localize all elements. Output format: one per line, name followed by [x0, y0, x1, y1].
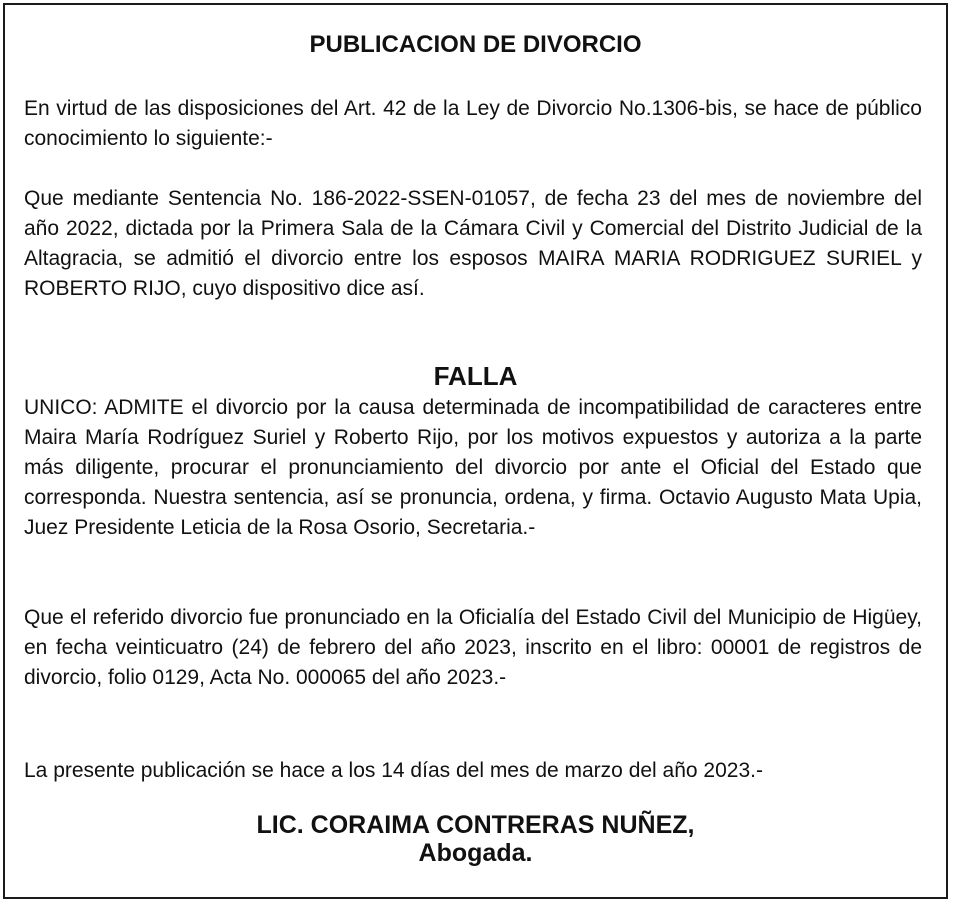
- signature-role: Abogada.: [418, 839, 533, 867]
- publication-paragraph: La presente publicación se hace a los 14 días del mes de marzo del año 2023.-: [24, 759, 763, 782]
- falla-paragraph: UNICO: ADMITE el divorcio por la causa determinada de incompatibilidad de caracteres entre Maira María Rodríguez Suriel y Roberto Rijo, por los motivos expuestos y autoriza a la parte más diligente, procurar el pronunciamiento del divorcio por ante el Oficial del Estado que corresponda. Nuestra sentencia, así se pronuncia, ordena, y firma. Octavio Augusto Mata Upia, Juez Presidente Leticia de la Rosa Osorio, Secretaria.-: [24, 396, 922, 539]
- registration-paragraph: Que el referido divorcio fue pronunciado en la Oficialía del Estado Civil del Municipio de Higüey, en fecha veinticuatro (24) de febrero del año 2023, inscrito en el libro: 00001 de registros de divorcio, folio 0129, Acta No. 000065 del año 2023.-: [24, 606, 922, 689]
- signature-name: LIC. CORAIMA CONTRERAS NUÑEZ,: [256, 811, 695, 839]
- sentence-paragraph: Que mediante Sentencia No. 186-2022-SSEN-01057, de fecha 23 del mes de noviembre del año 2022, dictada por la Primera Sala de la Cámara Civil y Comercial del Distrito Judicial de la Altagracia, se admitió el divorcio entre los esposos MAIRA MARIA RODRIGUEZ SURIEL y ROBERTO RIJO, cuyo dispositivo dice así.: [24, 187, 922, 300]
- intro-paragraph: En virtud de las disposiciones del Art. 42 de la Ley de Divorcio No.1306-bis, se hace de público conocimiento lo siguiente:-: [24, 97, 922, 150]
- notice-title: PUBLICACION DE DIVORCIO: [309, 31, 642, 58]
- divorce-notice: [3, 3, 948, 899]
- signature-block: [5, 811, 946, 867]
- falla-heading: FALLA: [433, 361, 518, 391]
